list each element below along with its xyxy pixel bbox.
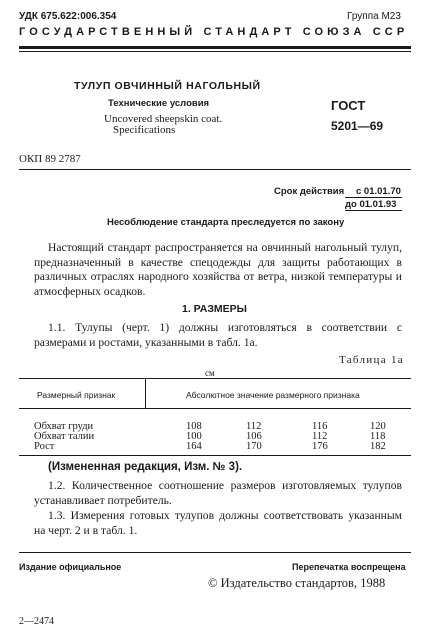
cell-waist-1: 100 bbox=[186, 431, 202, 442]
row-label-chest: Обхват груди bbox=[34, 421, 94, 432]
column-header-attribute: Размерный признак bbox=[37, 390, 116, 400]
cell-waist-4: 118 bbox=[370, 431, 386, 442]
cell-height-4: 182 bbox=[370, 441, 386, 452]
paragraph-1-1: 1.1. Тулупы (черт. 1) должны изготовляться в соответствии с размерами и ростами, указанными в табл. 1а. bbox=[34, 321, 402, 349]
column-header-values: Абсолютное значение размерного признака bbox=[186, 390, 360, 400]
english-title-line-2: Specifications bbox=[113, 124, 176, 136]
cell-height-3: 176 bbox=[312, 441, 328, 452]
cell-chest-2: 112 bbox=[246, 421, 262, 432]
table-label: Таблица 1а bbox=[339, 354, 404, 366]
header-thin-rule bbox=[19, 51, 411, 52]
unit-label: см bbox=[205, 368, 215, 378]
penalty-notice: Несоблюдение стандарта преследуется по закону bbox=[107, 217, 345, 228]
english-title-line-1: Uncovered sheepskin coat. bbox=[104, 113, 223, 125]
cell-chest-3: 116 bbox=[312, 421, 328, 432]
cell-waist-3: 112 bbox=[312, 431, 328, 442]
validity-underline bbox=[345, 197, 402, 198]
header-thick-rule bbox=[19, 46, 411, 49]
paragraph-1-2: 1.2. Количественное соотношение размеров изготовляемых тулупов устанавливает потребитель. bbox=[34, 479, 402, 507]
okp-code: ОКП 89 2787 bbox=[19, 153, 81, 165]
table-top-rule bbox=[19, 378, 411, 379]
table-bottom-rule bbox=[19, 455, 411, 456]
gost-label: ГОСТ bbox=[331, 98, 366, 113]
official-edition: Издание официальное bbox=[19, 562, 122, 572]
row-label-height: Рост bbox=[34, 441, 55, 452]
cell-chest-1: 108 bbox=[186, 421, 202, 432]
copyright: © Издательство стандартов, 1988 bbox=[208, 576, 386, 590]
validity-label: Срок действия bbox=[274, 186, 345, 197]
amendment-note: (Измененная редакция, Изм. № 3). bbox=[48, 461, 243, 473]
intro-paragraph: Настоящий стандарт распространяется на овчинный нагольный тулуп, предназначенный в качестве спецодежды для защиты работающих в различных отраслях народного хозяйства от ветра, низкой температуры и атмосферных осадков. bbox=[34, 241, 402, 298]
row-label-waist: Обхват талии bbox=[34, 431, 95, 442]
footer-rule bbox=[19, 552, 411, 553]
section-heading: 1. РАЗМЕРЫ bbox=[182, 303, 247, 315]
cell-height-1: 164 bbox=[186, 441, 202, 452]
document-title: ТУЛУП ОВЧИННЫЙ НАГОЛЬНЫЙ bbox=[74, 80, 261, 92]
print-code: 2—2474 bbox=[19, 616, 54, 627]
validity-underline-2 bbox=[345, 210, 402, 211]
cell-height-2: 170 bbox=[246, 441, 262, 452]
group-code: Группа М23 bbox=[347, 11, 401, 22]
validity-from: с 01.01.70 bbox=[356, 186, 401, 197]
divider-rule bbox=[19, 169, 411, 170]
reprint-notice: Перепечатка воспрещена bbox=[292, 562, 406, 572]
document-subtitle: Технические условия bbox=[108, 98, 210, 109]
cell-chest-4: 120 bbox=[370, 421, 386, 432]
standard-title: ГОСУДАРСТВЕННЫЙ СТАНДАРТ СОЮЗА ССР bbox=[19, 26, 409, 38]
paragraph-1-3: 1.3. Измерения готовых тулупов должны соответствовать указанным на черт. 2 и в табл. 1. bbox=[34, 509, 402, 537]
gost-number: 5201—69 bbox=[331, 119, 384, 133]
table-header-rule bbox=[19, 408, 411, 409]
validity-to: до 01.01.93 bbox=[345, 199, 397, 210]
table-header-separator bbox=[145, 378, 146, 409]
udk-code: УДК 675.622:006.354 bbox=[19, 11, 117, 22]
cell-waist-2: 106 bbox=[246, 431, 262, 442]
